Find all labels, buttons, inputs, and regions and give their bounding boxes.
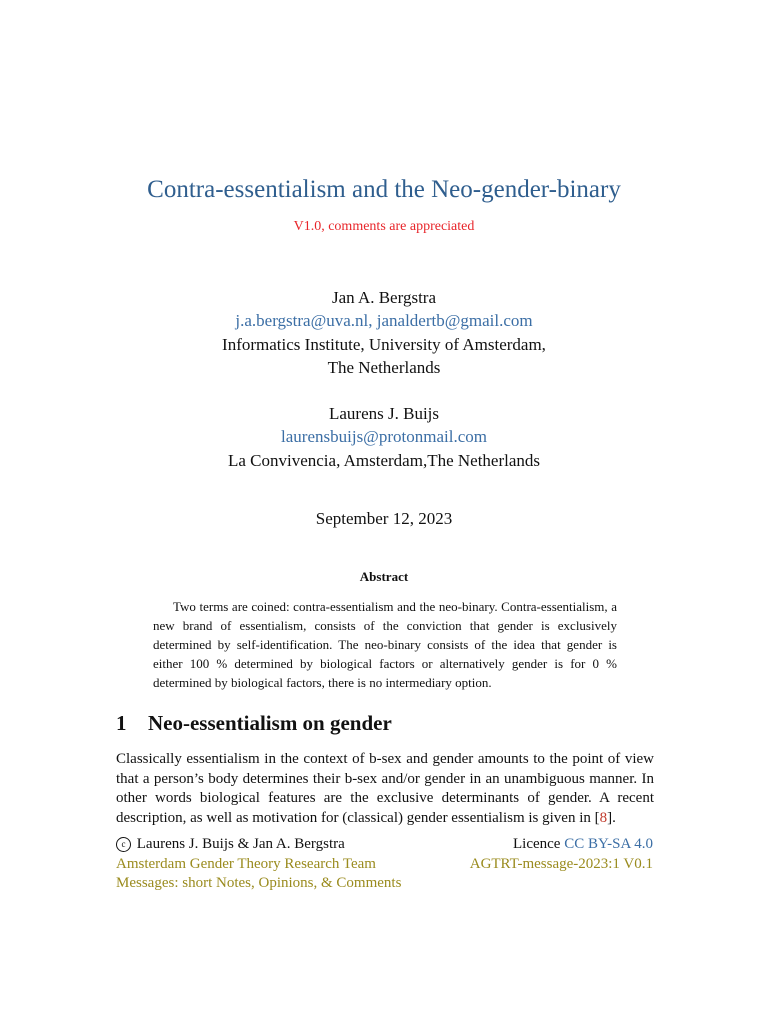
author-email-link[interactable]: laurensbuijs@protonmail.com — [281, 427, 487, 447]
section-paragraph — [116, 750, 654, 828]
team-link[interactable]: Amsterdam Gender Theory Research Team — [116, 855, 376, 872]
footer-right — [470, 835, 653, 874]
author-block — [0, 402, 768, 472]
section-title: Neo-essentialism on gender — [148, 711, 392, 735]
message-id-link[interactable]: AGTRT-message-2023:1 V0.1 — [469, 855, 653, 872]
version-note: V1.0, comments are appreciated — [293, 219, 475, 234]
author-block — [0, 286, 768, 379]
section-heading — [116, 711, 392, 736]
author-name: Jan A. Bergstra — [331, 288, 437, 307]
author-affiliation-country: The Netherlands — [327, 357, 441, 377]
abstract-heading: Abstract — [359, 569, 409, 584]
author-name: Laurens J. Buijs — [328, 404, 440, 423]
paragraph-text-end: ]. — [607, 809, 616, 826]
paper-title: Contra-essentialism and the Neo-gender-binary — [147, 176, 621, 203]
section-number: 1 — [116, 711, 127, 735]
author-affiliation: La Convivencia, Amsterdam,The Netherlands — [227, 450, 541, 470]
series-link[interactable]: Messages: short Notes, Opinions, & Comments — [116, 875, 402, 891]
licence-line — [470, 835, 653, 855]
footer-left — [116, 835, 401, 894]
abstract-text: Two terms are coined: contra-essentialism and the neo-binary. Contra-essentialism, a new brand of essentialism, consists of the conviction that gender is exclusively determined by self-identification. The neo-binary consists of the idea that gender is either 100 % determined by biological factors or alternatively gender is for 0 % determined by biological factors, there is no intermediary option. — [153, 599, 617, 690]
author-affiliation: Informatics Institute, University of Amsterdam, — [222, 334, 546, 354]
paper-date: September 12, 2023 — [315, 509, 453, 528]
citation-link[interactable]: 8 — [599, 809, 608, 826]
licence-link[interactable]: CC BY-SA 4.0 — [564, 836, 653, 852]
licence-label: Licence — [513, 836, 561, 852]
paragraph-text: Classically essentialism in the context of b-sex and gender amounts to the point of view that a person’s body determines their b-sex and/or gender in an unambiguous manner. In other words biological features are the exclusive determinants of gender. A recent description, as well as motivation for (classical) gender essentialism is given in [ — [116, 751, 654, 826]
copyright-holders: Laurens J. Buijs & Jan A. Bergstra — [136, 836, 345, 852]
copyright-line — [116, 835, 401, 855]
copyright-icon: c — [116, 837, 131, 852]
author-email-link[interactable]: j.a.bergstra@uva.nl, janaldertb@gmail.com — [235, 311, 533, 331]
